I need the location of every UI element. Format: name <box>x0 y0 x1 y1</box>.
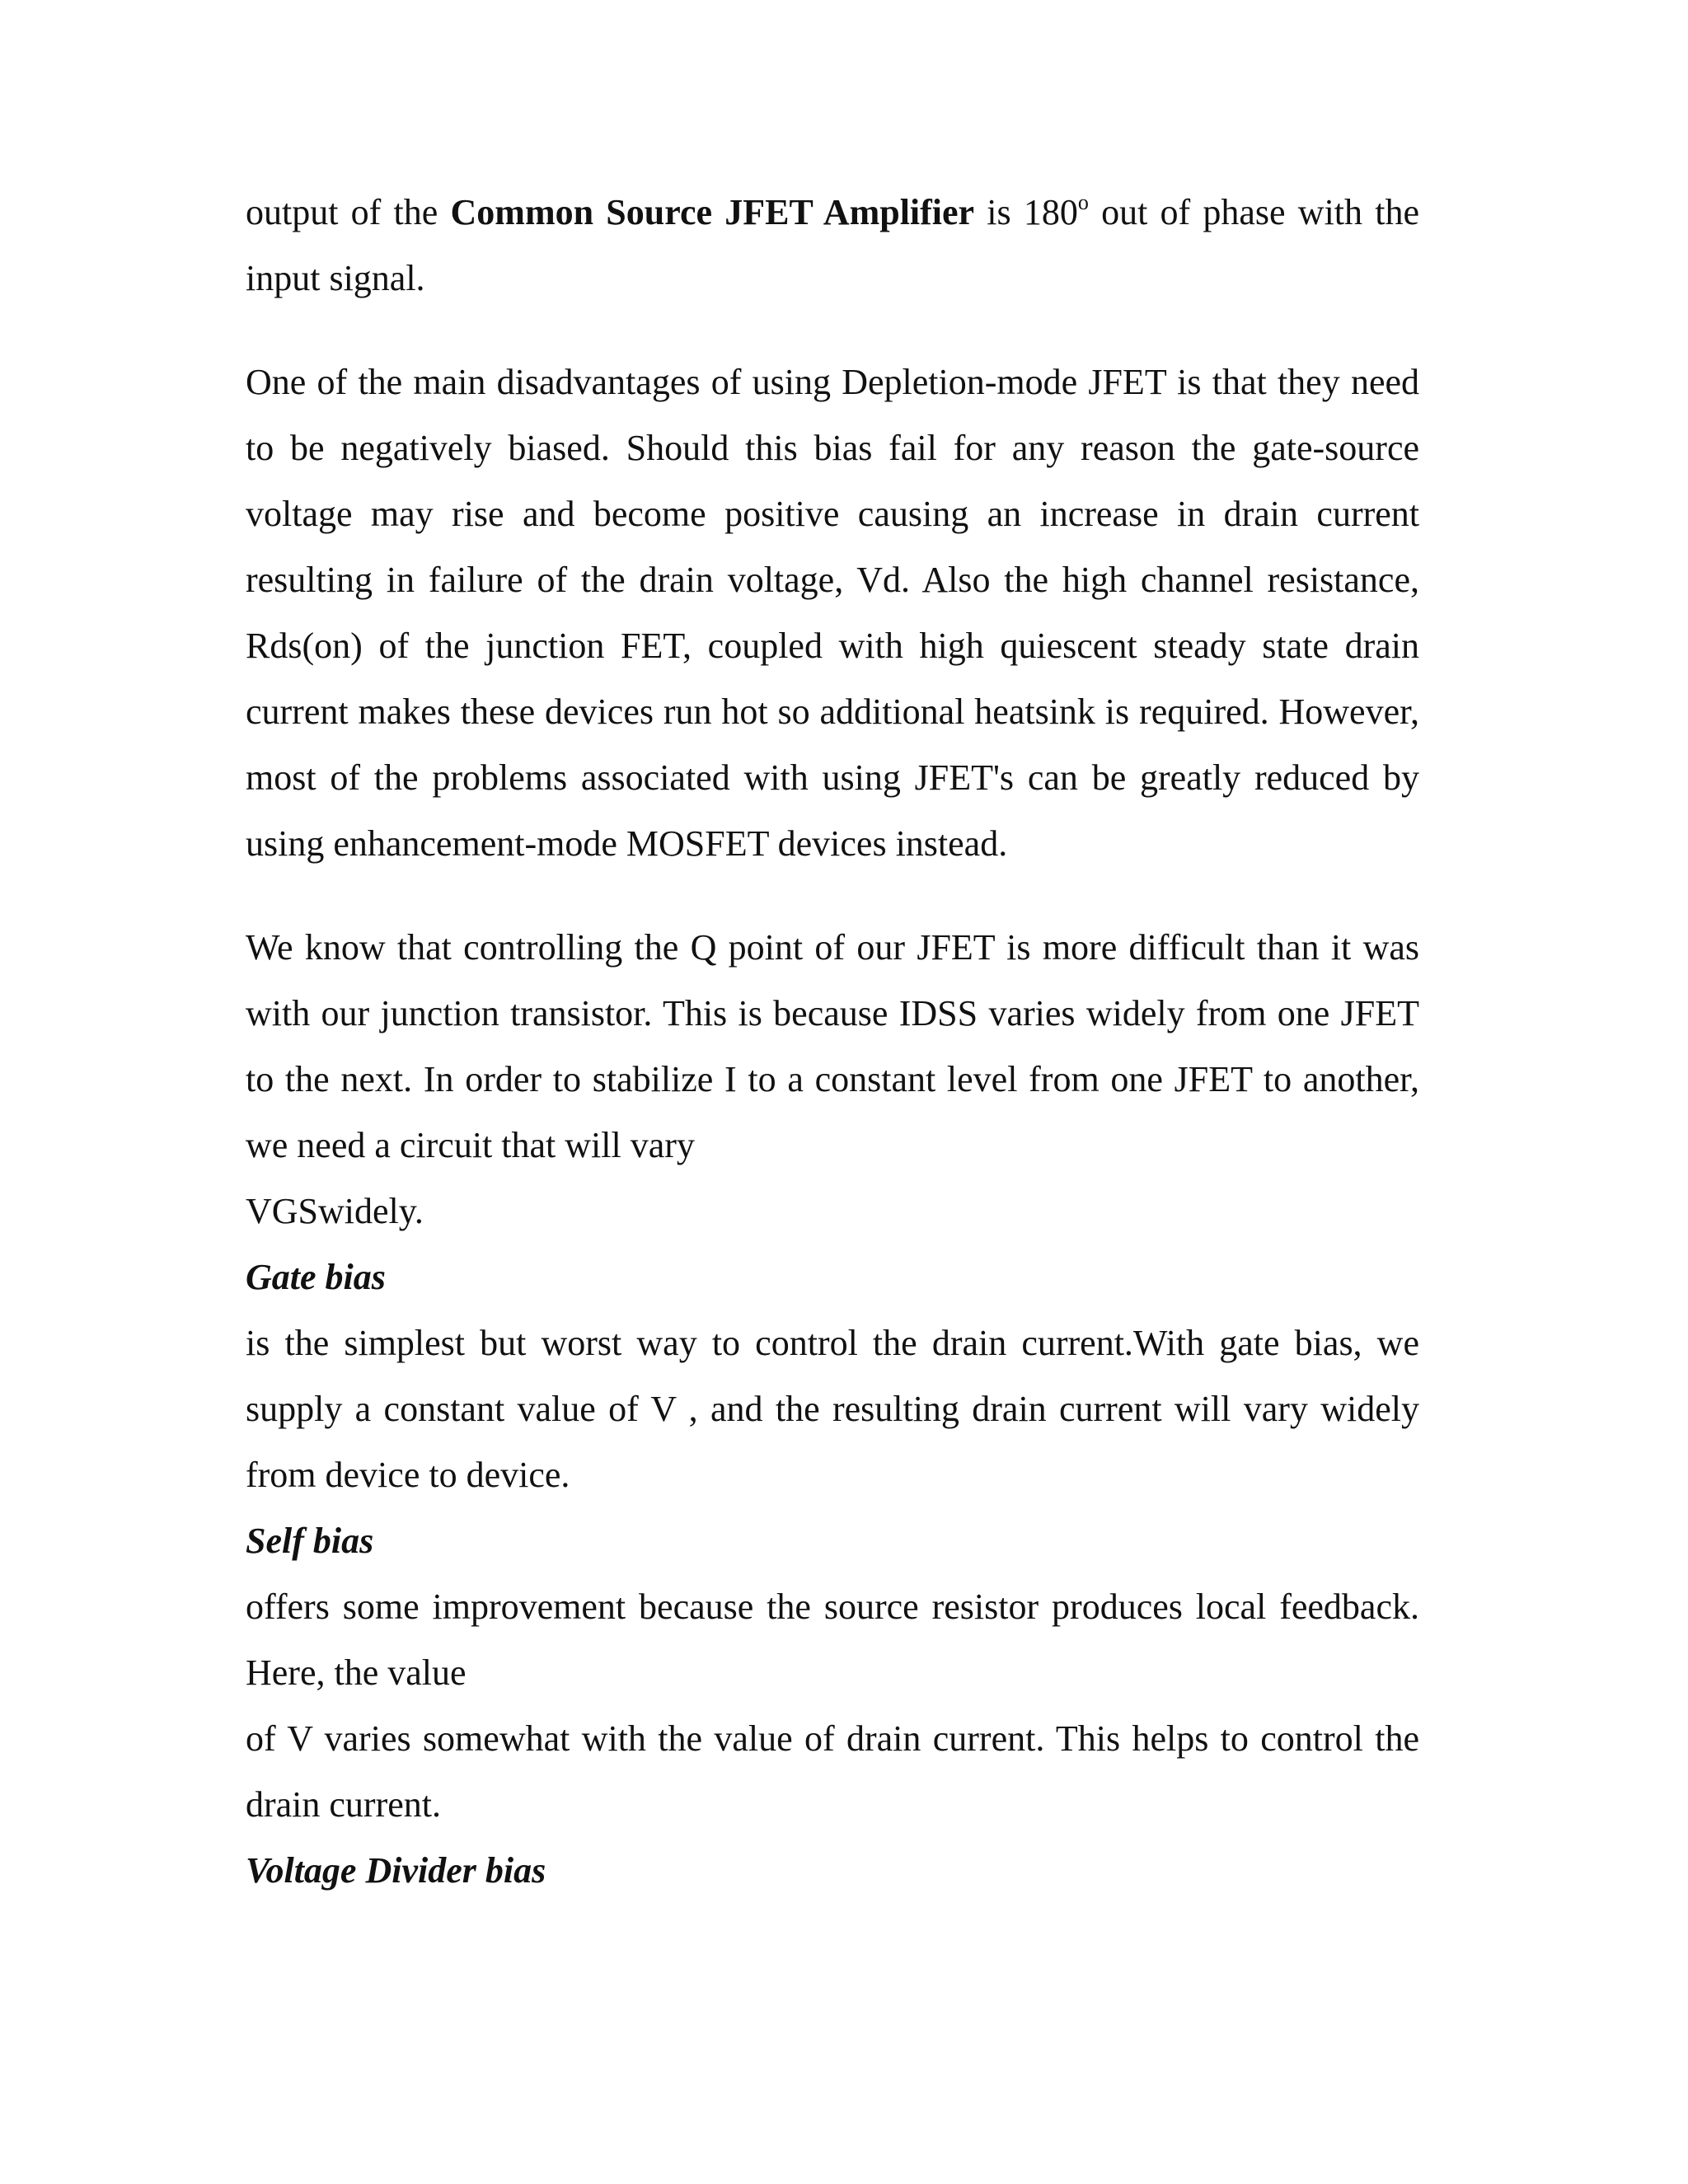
intro-paragraph <box>246 180 1419 312</box>
self-bias-heading: Self bias <box>246 1521 374 1561</box>
gate-bias-heading: Gate bias <box>246 1257 386 1297</box>
q-point-paragraph-tail: VGSwidely. <box>246 1191 424 1231</box>
document-page <box>246 180 1419 1904</box>
degree-superscript: o <box>1077 190 1089 214</box>
gate-bias-paragraph: is the simplest but worst way to control the drain current.With gate bias, we supply a constant value of V , and the resulting drain current will vary widely from device to device. <box>246 1323 1419 1495</box>
intro-text-2: is 180 <box>974 192 1078 232</box>
self-bias-paragraph-2: of V varies somewhat with the value of drain current. This helps to control the drain current. <box>246 1718 1419 1825</box>
intro-text-1: output of the <box>246 192 451 232</box>
intro-text-3: out of phase with the input signal. <box>246 192 1419 298</box>
depletion-mode-paragraph: One of the main disadvantages of using Depletion-mode JFET is that they need to be negatively biased. Should this bias fail for any reason the gate-source voltage may rise and become positive causing an increase in drain current resulting in failure of the drain voltage, Vd. Also the high channel resistance, Rds(on) of the junction FET, coupled with high quiescent steady state drain current makes these devices run hot so additional heatsink is required. However, most of the problems associated with using JFET's can be greatly reduced by using enhancement-mode MOSFET devices instead. <box>246 362 1419 864</box>
self-bias-paragraph-1: offers some improvement because the source resistor produces local feedback. Here, the value <box>246 1586 1419 1693</box>
q-point-paragraph: We know that controlling the Q point of our JFET is more difficult than it was with our junction transistor. This is because IDSS varies widely from one JFET to the next. In order to stabilize I to a constant level from one JFET to another, we need a circuit that will vary <box>246 927 1419 1165</box>
voltage-divider-bias-heading: Voltage Divider bias <box>246 1850 546 1891</box>
intro-bold-term: Common Source JFET Amplifier <box>450 192 975 232</box>
